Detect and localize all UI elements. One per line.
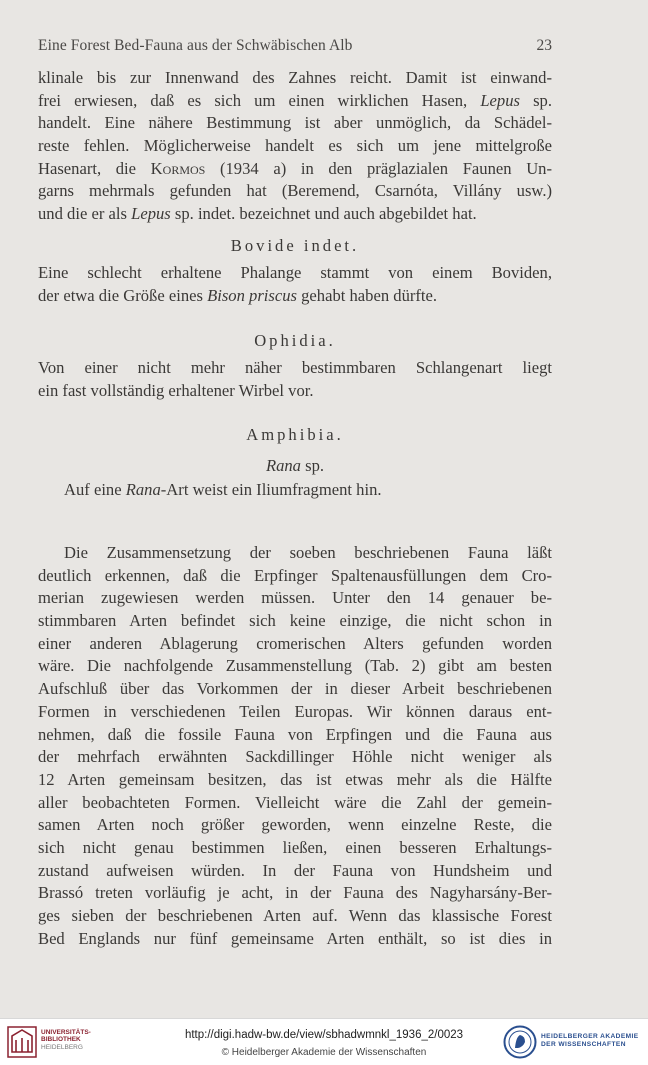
text-line: samen Arten noch größer geworden, wenn einzelne Reste, die	[38, 815, 552, 835]
academy-seal-icon[interactable]	[503, 1025, 537, 1059]
text-line: Auf eine Rana-Art weist ein Iliumfragment hin.	[64, 480, 382, 499]
text-line: ein fast vollständig erhaltener Wirbel vor.	[38, 380, 314, 400]
text-line: und die er als Lepus sp. indet. bezeichnet und auch abgebildet hat.	[38, 204, 477, 224]
page-number: 23	[536, 37, 552, 54]
text-line: zustand aufweisen würden. In der Fauna von Hundsheim und	[38, 860, 552, 880]
text-line: Formen in verschiedenen Teilen Europas. Wir können daraus ent-	[38, 701, 552, 721]
text-line: merian zugewiesen werden müssen. Unter den 14 genauer be-	[38, 588, 552, 608]
university-library-label[interactable]: UNIVERSITÄTS- BIBLIOTHEK HEIDELBERG	[41, 1029, 91, 1051]
academy-label[interactable]: HEIDELBERGER AKADEMIE DER WISSENSCHAFTEN	[541, 1033, 639, 1048]
text-line: Von einer nicht mehr näher bestimmbaren Schlangenart liegt	[38, 358, 552, 377]
viewer-footer	[0, 1018, 648, 1065]
text-line: klinale bis zur Innenwand des Zahnes reicht. Damit ist einwand-	[38, 68, 552, 87]
text-line: frei erwiesen, daß es sich um einen wirklichen Hasen, Lepus sp.	[38, 90, 552, 110]
text-line: einer anderen Ablagerung cromerischen Alters gefunden worden	[38, 633, 552, 653]
paragraph-ophidia	[38, 357, 552, 402]
text-line: Eine schlecht erhaltene Phalange stammt von einem Boviden,	[38, 263, 552, 282]
text-line: sich nicht genau bestimmen ließen, einen besseren Erhaltungs-	[38, 837, 552, 857]
text-line: garns mehrmals gefunden hat (Beremend, Csarnóta, Villány usw.)	[38, 181, 552, 201]
paragraph-bovide	[38, 262, 552, 307]
text-line: aller beobachteten Formen. Vielleicht wäre die Zahl der gemein-	[38, 792, 552, 812]
paragraph-lepus	[38, 67, 552, 226]
text-line: Hasenart, die Kormos (1934 a) in den präglazialen Faunen Un-	[38, 158, 552, 178]
text-line: Bed Englands nur fünf gemeinsame Arten enthält, so ist dies in	[38, 928, 552, 948]
heading-amphibia: Amphibia.	[246, 425, 344, 444]
paragraph-summary	[38, 542, 552, 950]
text-line: nehmen, daß die fossile Fauna von Erpfingen und die Fauna aus	[38, 724, 552, 744]
text-line: ges sieben der beschriebenen Arten auf. Wenn das klassische Forest	[38, 906, 552, 925]
text-line: Die Zusammensetzung der soeben beschriebenen Fauna läßt	[64, 543, 552, 562]
text-line: der mehrfach erwähnten Sackdillinger Höhle nicht weniger als	[38, 747, 552, 767]
text-line: handelt. Eine nähere Bestimmung ist aber unmöglich, da Schädel-	[38, 113, 552, 133]
paragraph-rana	[38, 479, 552, 502]
text-line: reste fehlen. Möglicherweise handelt es sich um jene mittelgroße	[38, 136, 552, 156]
subheading-rana: Rana sp.	[265, 456, 325, 475]
text-line: deutlich erkennen, daß die Erpfinger Spaltenausfüllungen dem Cro-	[38, 565, 552, 585]
text-line: Aufschluß über das Vorkommen der in dieser Arbeit beschriebenen	[38, 679, 552, 699]
text-line: stimmbaren Arten befindet sich keine einzige, die nicht schon in	[38, 611, 552, 631]
text-line: Brassó treten vorläufig je acht, in der Fauna des Nagyharsány-Ber-	[38, 883, 552, 903]
text-line: wäre. Die nachfolgende Zusammenstellung (Tab. 2) gibt am besten	[38, 656, 552, 676]
running-title: Eine Forest Bed-Fauna aus der Schwäbischen Alb	[38, 37, 353, 54]
heading-bovide: Bovide indet.	[230, 236, 360, 255]
text-line: 12 Arten gemeinsam besitzen, das ist etwas mehr als die Hälfte	[38, 769, 552, 789]
permalink-url[interactable]: http://digi.hadw-bw.de/view/sbhadwmnkl_1936_2/0023	[184, 1029, 464, 1041]
text-line: der etwa die Größe eines Bison priscus gehabt haben dürfte.	[38, 285, 438, 305]
heading-ophidia: Ophidia.	[254, 331, 336, 350]
copyright-notice: © Heidelberger Akademie der Wissenschaften	[221, 1047, 427, 1058]
